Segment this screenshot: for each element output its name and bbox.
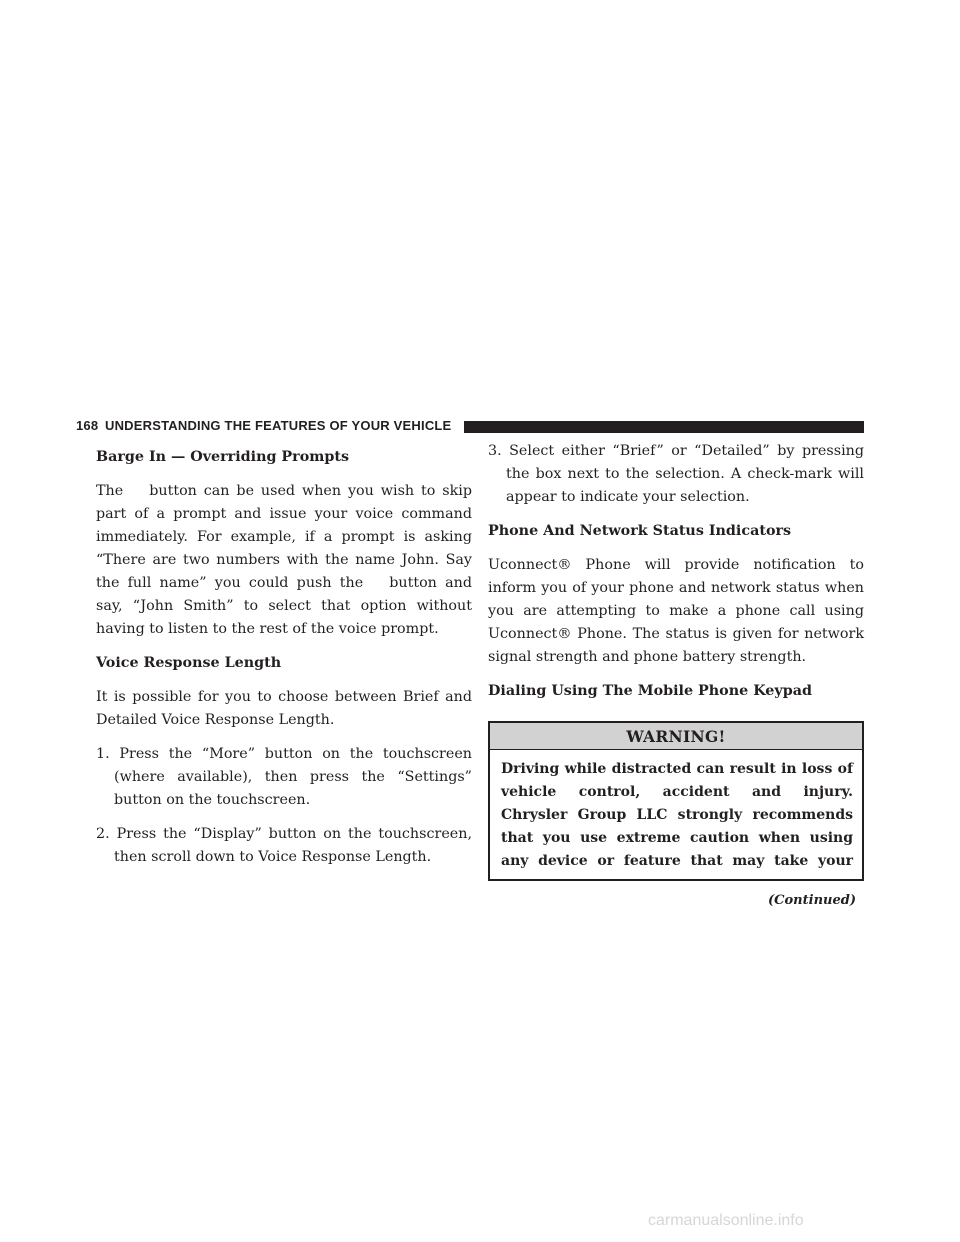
status-indicators-paragraph: Uconnect® Phone will provide notification to inform you of your phone and network status when you are attempting to make a phone call using Uconnect® Phone. The status is given for network signal strength and phone battery strength.	[488, 557, 864, 665]
right-column	[488, 440, 864, 912]
header-rule	[464, 421, 864, 433]
voice-response-paragraph: It is possible for you to choose between Brief and Detailed Voice Response Length.	[96, 689, 472, 728]
watermark: carmanualsonline.info	[648, 1212, 804, 1229]
step-3: 3. Select either “Brief” or “Detailed” by pressing the box next to the selection. A check-mark will appear to indicate your selection.	[488, 443, 864, 505]
warning-box	[488, 721, 864, 881]
dialing-heading: Dialing Using The Mobile Phone Keypad	[488, 683, 812, 699]
section-title: UNDERSTANDING THE FEATURES OF YOUR VEHICLE	[105, 418, 452, 433]
warning-body: Driving while distracted can result in loss of vehicle control, accident and injury. Chrysler Group LLC strongly recommends that you use extreme caution when using any device or feature that may take your	[501, 761, 853, 869]
left-column	[96, 440, 472, 880]
status-indicators-heading: Phone And Network Status Indicators	[488, 523, 792, 539]
step-2: 2. Press the “Display” button on the touchscreen, then scroll down to Voice Response Length.	[96, 826, 472, 865]
step-1: 1. Press the “More” button on the touchscreen (where available), then press the “Settings” button on the touchscreen.	[96, 746, 472, 808]
barge-in-heading: Barge In — Overriding Prompts	[96, 449, 350, 465]
warning-title: WARNING!	[490, 723, 862, 750]
continued-label: (Continued)	[768, 893, 856, 908]
voice-response-heading: Voice Response Length	[96, 655, 282, 671]
barge-in-paragraph: The button can be used when you wish to skip part of a prompt and issue your voice command immediately. For example, if a prompt is asking “There are two numbers with the name John. Say the full name” you could push the button and say, “John Smith” to select that option without having to listen to the rest of the voice prompt.	[96, 483, 472, 637]
page-number: 168	[76, 418, 99, 433]
page-header	[72, 416, 864, 436]
